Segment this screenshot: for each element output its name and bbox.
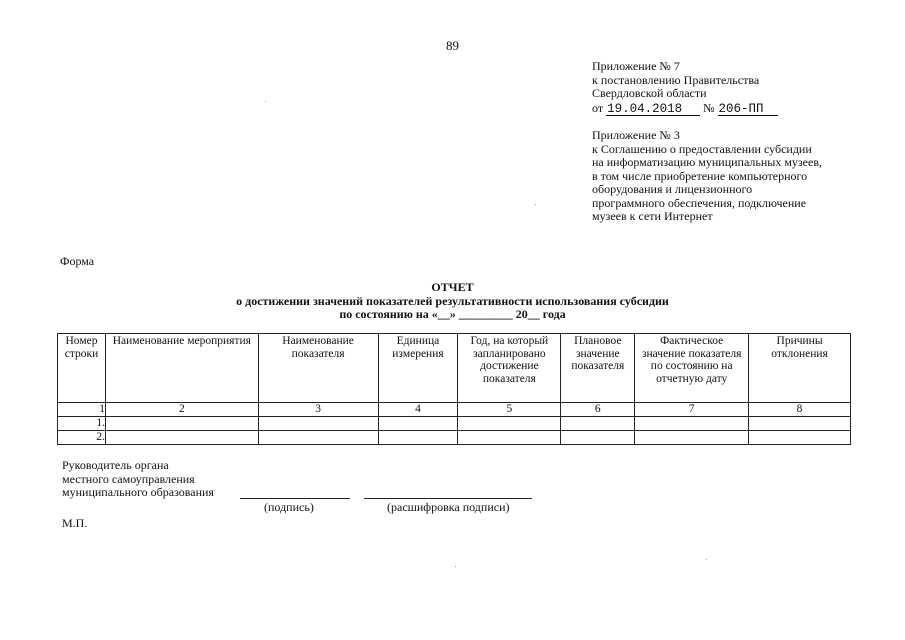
appendix-3-line: музеев к сети Интернет	[592, 209, 713, 223]
table-cell[interactable]	[561, 417, 635, 431]
table-cell[interactable]	[635, 431, 749, 445]
decree-number: 206-ПП	[718, 103, 778, 116]
table-cell[interactable]	[458, 417, 561, 431]
appendix-7-line3: Свердловской области	[592, 86, 707, 100]
table-cell[interactable]	[258, 417, 378, 431]
column-number: 2	[105, 403, 258, 417]
column-number: 8	[749, 403, 851, 417]
stamp-label: М.П.	[62, 516, 88, 530]
table-cell[interactable]	[458, 431, 561, 445]
col-header-reasons: Причины отклонения	[749, 334, 851, 403]
from-label: от	[592, 100, 604, 115]
table-cell[interactable]	[749, 417, 851, 431]
form-label: Форма	[60, 254, 95, 268]
page-number: 89	[446, 38, 459, 53]
appendix-7-title: Приложение № 7	[592, 59, 680, 73]
report-title: ОТЧЕТ	[431, 280, 474, 294]
signature-line[interactable]	[240, 498, 350, 499]
scan-speck	[455, 566, 456, 567]
appendix-7-block	[592, 60, 778, 116]
table-cell[interactable]	[635, 417, 749, 431]
appendix-3-line: на информатизацию муниципальных музеев,	[592, 155, 822, 169]
scan-speck	[535, 204, 536, 205]
report-subtitle: о достижении значений показателей результативности использования субсидии	[236, 294, 669, 308]
column-number: 5	[458, 403, 561, 417]
appendix-3-line: к Соглашению о предоставлении субсидии	[592, 141, 812, 156]
decree-date: 19.04.2018	[606, 103, 700, 116]
col-header-row-number: Номер строки	[58, 334, 106, 403]
signature-caption: (подпись)	[264, 500, 314, 514]
appendix-3-block	[592, 129, 822, 224]
table-cell[interactable]	[561, 431, 635, 445]
table-cell[interactable]	[749, 431, 851, 445]
signatory-line3: муниципального образования	[62, 485, 214, 499]
number-label: №	[703, 100, 715, 115]
table-row	[58, 417, 851, 431]
column-number: 6	[561, 403, 635, 417]
report-table	[57, 333, 851, 445]
signature-block	[62, 459, 214, 500]
appendix-7-date-line	[592, 102, 778, 116]
appendix-7-line2: к постановлению Правительства	[592, 72, 760, 87]
column-number: 4	[378, 403, 458, 417]
col-header-activity: Наименование мероприятия	[105, 334, 258, 403]
column-number: 1	[58, 403, 106, 417]
col-header-actual: Фактическое значение показателя по состоянию на отчетную дату	[635, 334, 749, 403]
scan-speck	[265, 101, 266, 102]
table-cell[interactable]	[378, 431, 458, 445]
row-number: 2.	[58, 431, 106, 445]
signature-decode-line[interactable]	[364, 498, 532, 499]
report-date-line: по состоянию на «__» _________ 20__ года	[339, 307, 566, 321]
col-header-planned: Плановое значение показателя	[561, 334, 635, 403]
appendix-3-line: в том числе приобретение компьютерного	[592, 168, 808, 183]
table-cell[interactable]	[258, 431, 378, 445]
table-row	[58, 431, 851, 445]
table-cell[interactable]	[105, 431, 258, 445]
column-number: 3	[258, 403, 378, 417]
column-number-row	[58, 403, 851, 417]
scan-speck	[706, 559, 707, 560]
col-header-year: Год, на который запланировано достижение показателя	[458, 334, 561, 403]
col-header-unit: Единица измерения	[378, 334, 458, 403]
table-header-row	[58, 334, 851, 403]
table-cell[interactable]	[378, 417, 458, 431]
signatory-line2: местного самоуправления	[62, 471, 195, 486]
column-number: 7	[635, 403, 749, 417]
appendix-3-line: оборудования и лицензионного	[592, 182, 753, 196]
col-header-indicator: Наименование показателя	[258, 334, 378, 403]
signature-decode-caption: (расшифровка подписи)	[387, 500, 510, 514]
appendix-3-line: программного обеспечения, подключение	[592, 195, 807, 210]
signatory-line1: Руководитель органа	[62, 458, 169, 472]
row-number: 1.	[58, 417, 106, 431]
appendix-3-line: Приложение № 3	[592, 128, 680, 142]
table-cell[interactable]	[105, 417, 258, 431]
